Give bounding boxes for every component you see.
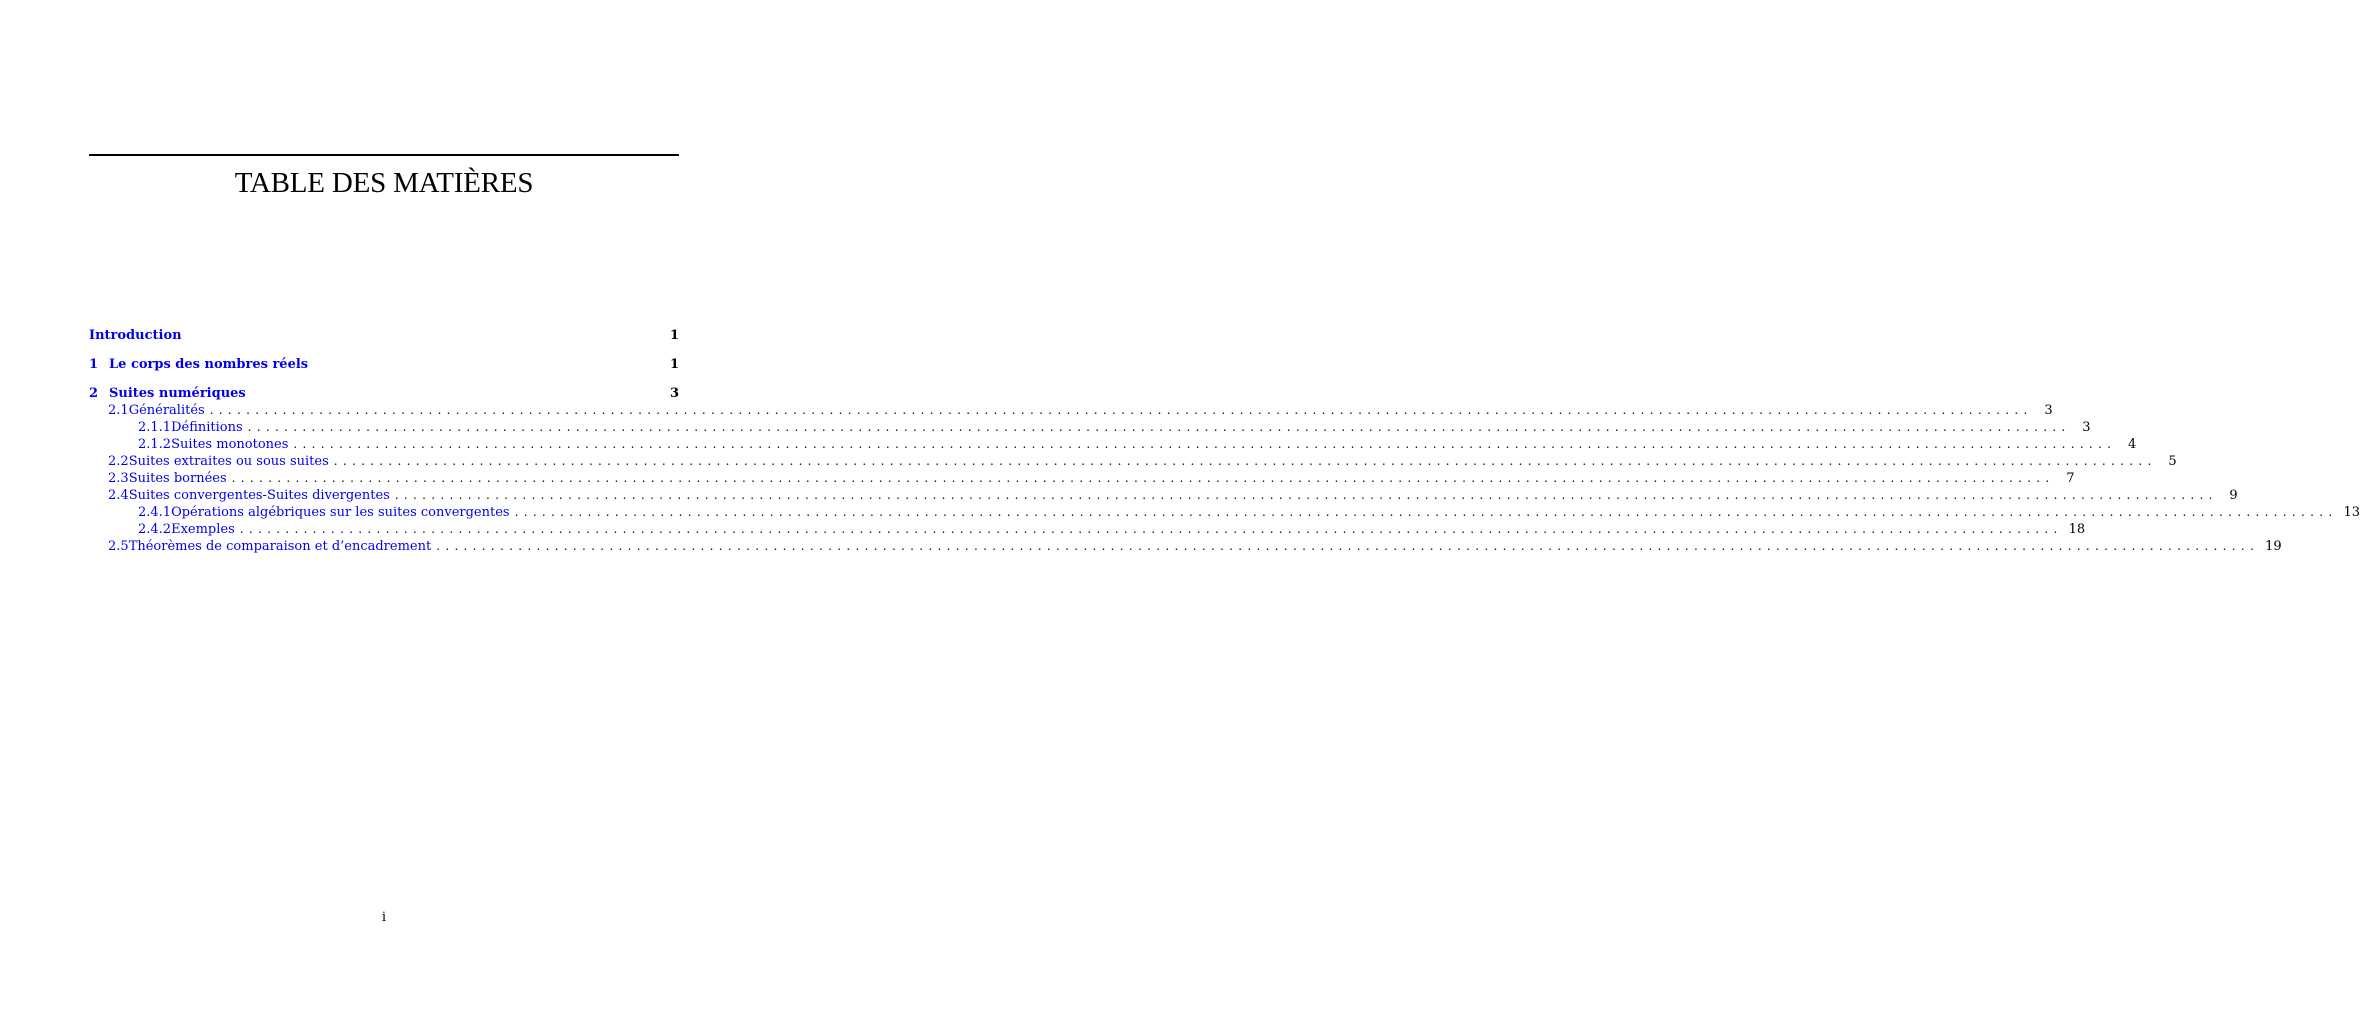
- toc-entry[interactable]: [89, 521, 2086, 538]
- toc-entry[interactable]: [89, 504, 2360, 521]
- toc-entry-label[interactable]: Théorèmes de comparaison et d’encadrement: [128, 539, 432, 554]
- toc-entry-page[interactable]: 5: [2168, 454, 2177, 469]
- toc-entry-page[interactable]: 3: [669, 386, 679, 401]
- toc-entry-label[interactable]: Suites convergentes-Suites divergentes: [128, 488, 390, 503]
- title-rule: [89, 154, 679, 156]
- toc-entry-page[interactable]: 3: [2082, 420, 2091, 435]
- dot-leader: ........................................................................................................................................................................................................: [239, 522, 2063, 536]
- toc-entry[interactable]: [89, 419, 2091, 436]
- toc-entry-page[interactable]: 1: [669, 357, 679, 372]
- toc-entry-page[interactable]: 1: [669, 328, 679, 343]
- toc-entry-label[interactable]: Suites extraites ou sous suites: [128, 454, 329, 469]
- toc-entry-page[interactable]: 13: [2343, 505, 2360, 520]
- toc-entry-number[interactable]: 2.4.2: [138, 522, 172, 537]
- toc-entry-number[interactable]: 2.1.2: [138, 437, 172, 452]
- toc-entry[interactable]: [89, 470, 2075, 487]
- toc-entry-label[interactable]: Suites numériques: [109, 386, 246, 401]
- toc-entry-page[interactable]: 7: [2066, 471, 2075, 486]
- toc-entry-label[interactable]: Exemples: [171, 522, 235, 537]
- toc-entry-number[interactable]: 2.1: [108, 403, 129, 418]
- toc-entry-label[interactable]: Définitions: [171, 420, 243, 435]
- toc-entry-number[interactable]: 2: [89, 386, 99, 401]
- dot-leader: ........................................................................................................................................................................................................: [514, 505, 2338, 519]
- dot-leader: ........................................................................................................................................................................................................: [394, 488, 2218, 502]
- dot-leader: ........................................................................................................................................................................................................: [209, 403, 2033, 417]
- toc-entry-page[interactable]: 19: [2265, 539, 2282, 554]
- toc-entry-label[interactable]: Généralités: [128, 403, 205, 418]
- toc-entry-label[interactable]: Le corps des nombres réels: [109, 357, 309, 372]
- page-title: TABLE DES MATIÈRES: [234, 167, 534, 199]
- dot-leader: ........................................................................................................................................................................................................: [231, 471, 2055, 485]
- toc-entry-label[interactable]: Introduction: [89, 328, 182, 343]
- toc-entry-number[interactable]: 2.1.1: [138, 420, 172, 435]
- toc-entry[interactable]: [89, 436, 2137, 453]
- toc-entry-page[interactable]: 4: [2128, 437, 2137, 452]
- toc-entry[interactable]: [89, 327, 679, 344]
- footer-page-number: i: [381, 910, 387, 925]
- table-of-contents: [89, 327, 2360, 555]
- toc-entry-number[interactable]: 2.3: [108, 471, 129, 486]
- dot-leader: ........................................................................................................................................................................................................: [247, 420, 2071, 434]
- dot-leader: ........................................................................................................................................................................................................: [293, 437, 2117, 451]
- toc-entry[interactable]: [89, 453, 2177, 470]
- toc-entry-page[interactable]: 9: [2229, 488, 2238, 503]
- toc-entry[interactable]: [89, 487, 2238, 504]
- toc-entry-number[interactable]: 2.2: [108, 454, 129, 469]
- toc-entry-label[interactable]: Suites bornées: [128, 471, 227, 486]
- toc-entry-number[interactable]: 2.5: [108, 539, 129, 554]
- toc-entry-number[interactable]: 2.4: [108, 488, 129, 503]
- toc-entry-page[interactable]: 3: [2044, 403, 2053, 418]
- toc-entry[interactable]: [89, 385, 679, 402]
- toc-entry[interactable]: [89, 356, 679, 373]
- toc-entry-label[interactable]: Suites monotones: [171, 437, 289, 452]
- toc-entry[interactable]: [89, 402, 2053, 419]
- toc-entry-number[interactable]: 2.4.1: [138, 505, 172, 520]
- toc-entry[interactable]: [89, 538, 2282, 555]
- toc-entry-number[interactable]: 1: [89, 357, 99, 372]
- toc-entry-page[interactable]: 18: [2068, 522, 2086, 537]
- dot-leader: ........................................................................................................................................................................................................: [333, 454, 2157, 468]
- dot-leader: ........................................................................................................................................................................................................: [436, 539, 2260, 553]
- toc-entry-label[interactable]: Opérations algébriques sur les suites convergentes: [171, 505, 510, 520]
